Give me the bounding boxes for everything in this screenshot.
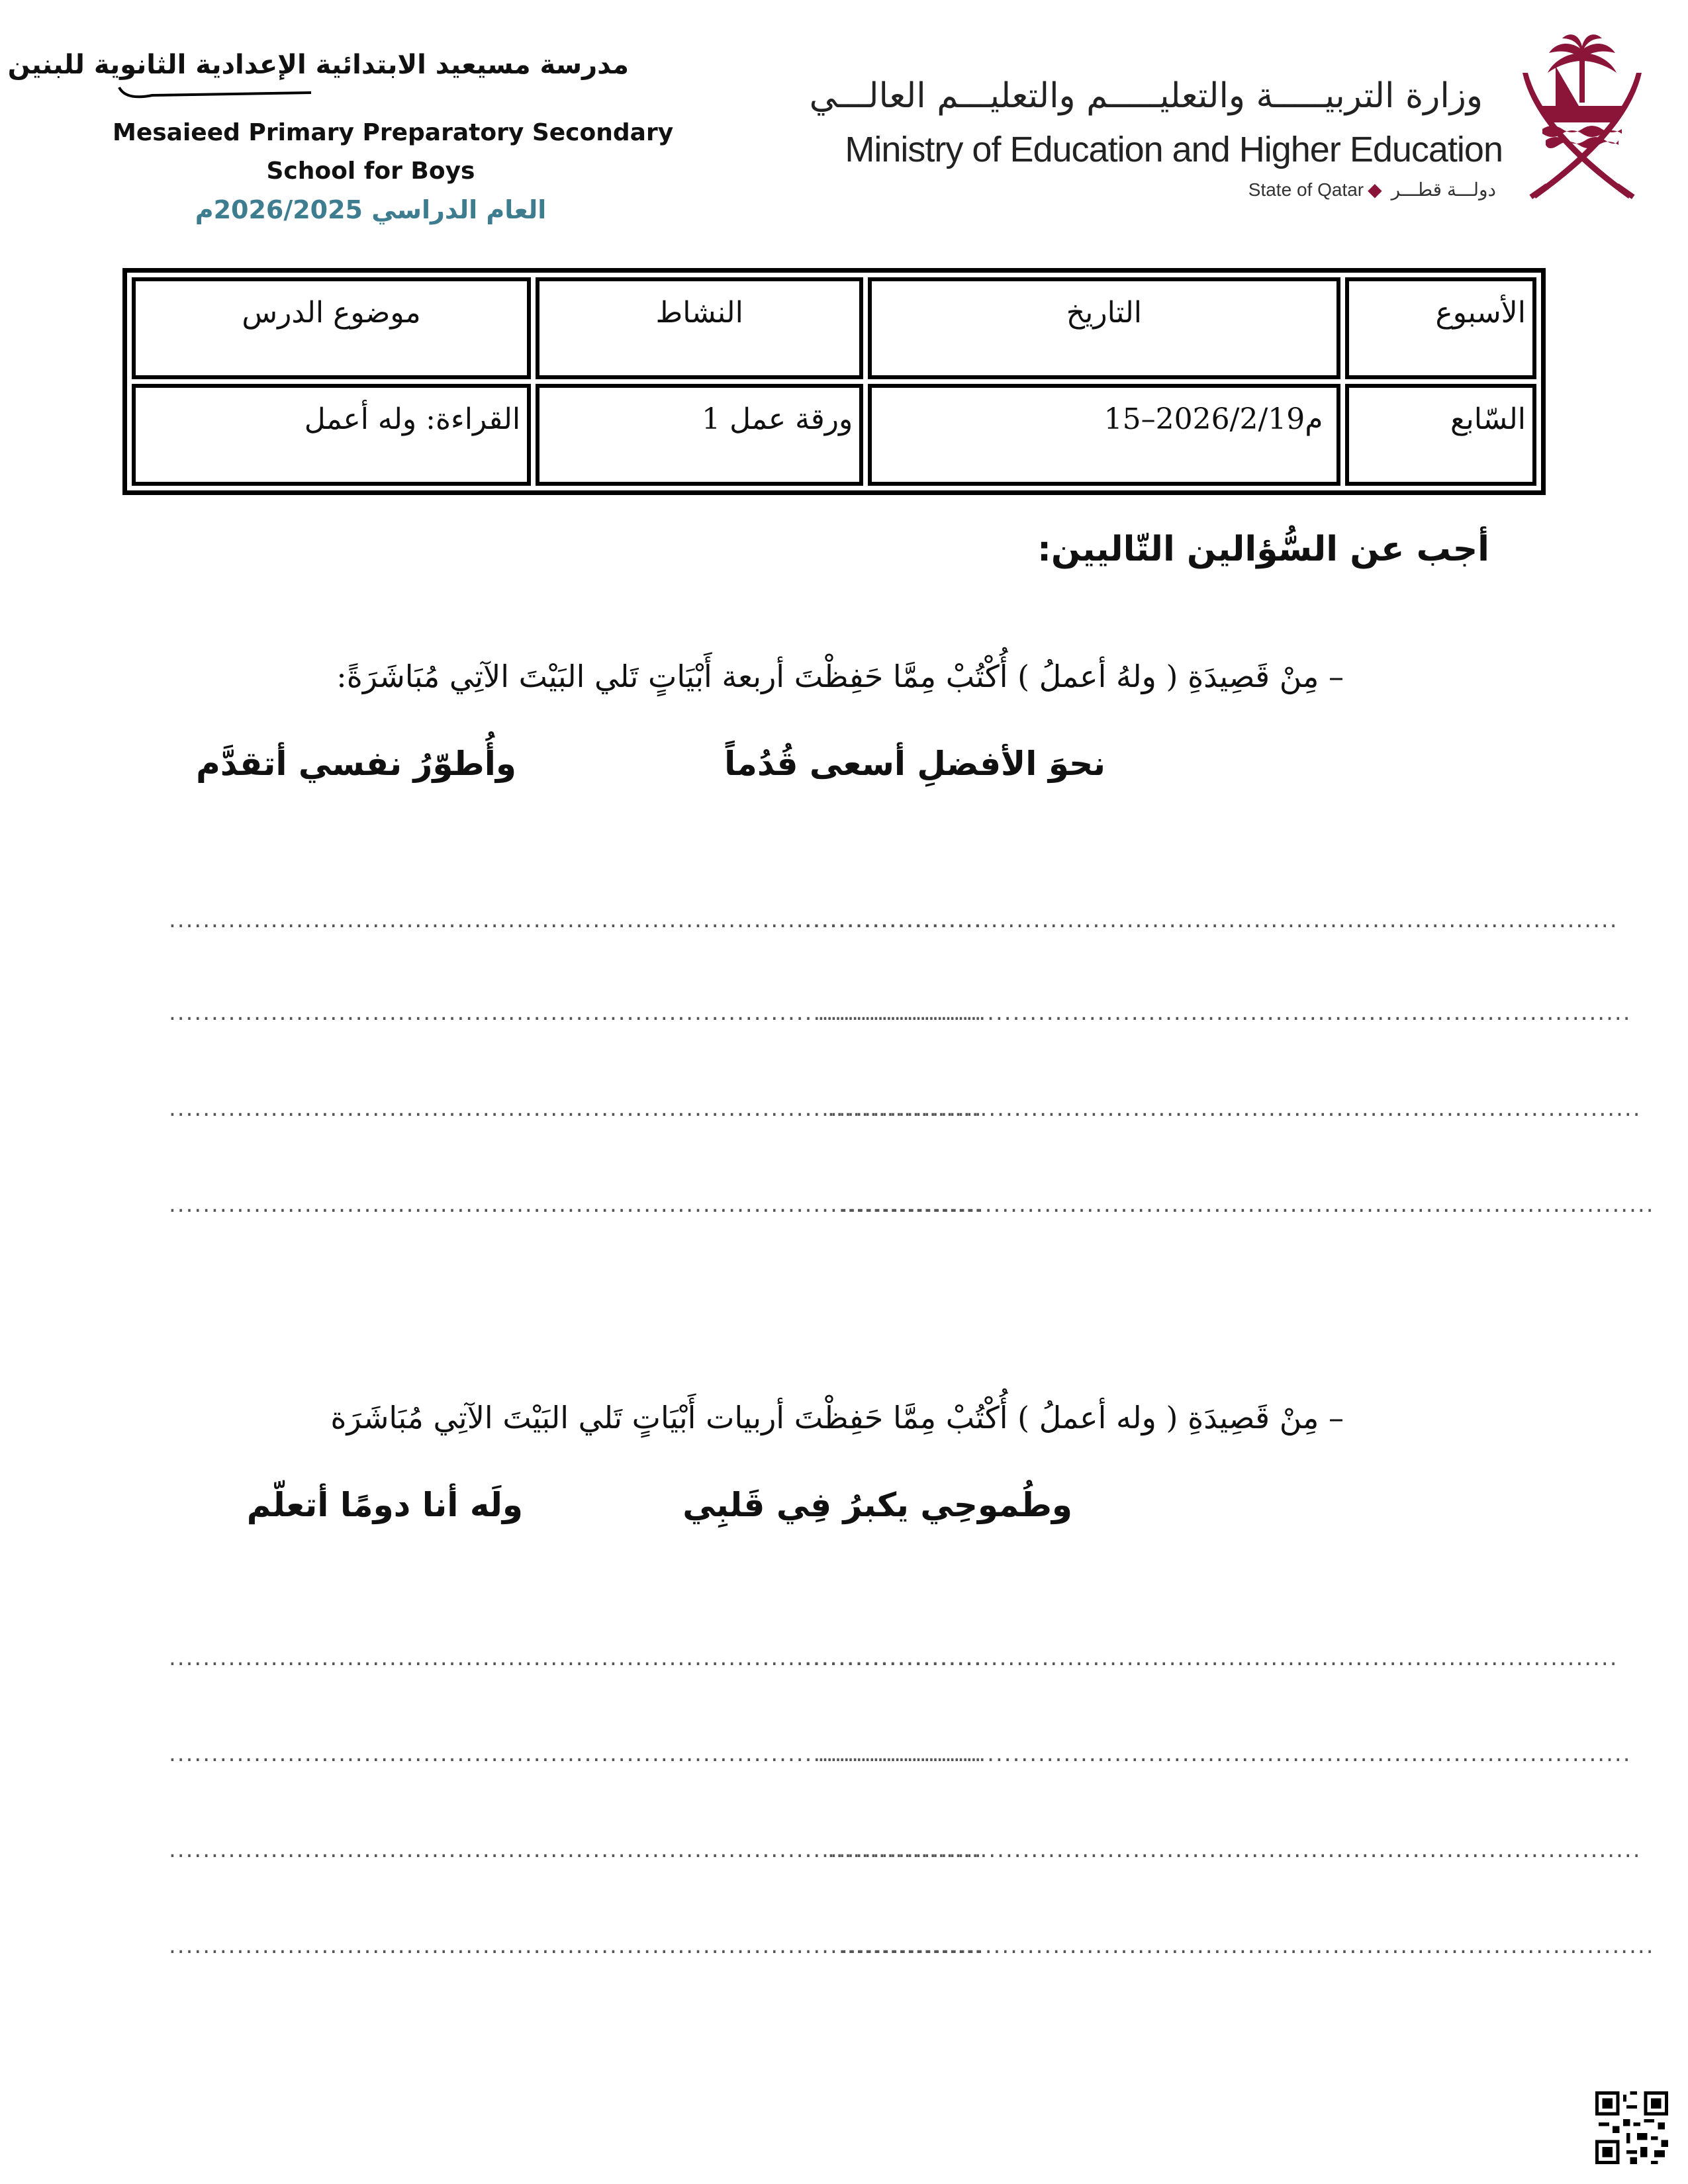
answer-line-q1-4-right[interactable]: ................................................................................................ <box>841 1191 1655 1218</box>
answer-line-q2-2-right[interactable]: ................................................................................................ <box>818 1741 1632 1767</box>
answer-line-q2-3-right[interactable]: ................................................................................................ <box>827 1837 1642 1863</box>
header-date: التاريخ <box>868 277 1340 379</box>
lesson-info-table <box>122 268 1546 495</box>
question-2-prompt: – مِنْ قَصِيدَةِ ( وله أعملُ ) أُكْتُبْ مِمَّا حَفِظْتَ أربيات أَبْيَاتٍ تَلي البَيْتَ الآتِي مُبَاشَرَة <box>330 1400 1344 1435</box>
answer-line-q1-3-left[interactable]: ................................................................................................ <box>169 1095 983 1122</box>
state-label <box>1248 179 1496 201</box>
question-1-verse-first-half: نحوَ الأفضلِ أسعى قُدُماً <box>724 745 1105 783</box>
answer-line-q1-1-left[interactable]: ................................................................................................ <box>169 907 983 933</box>
ministry-name-english: Ministry of Education and Higher Education <box>845 130 1503 169</box>
question-1-prompt: – مِنْ قَصِيدَةِ ( ولهُ أعملُ ) أُكْتُبْ مِمَّا حَفِظْتَ أربعة أَبْيَاتٍ تَلي البَيْتَ الآتِي مُبَاشَرَةً: <box>336 659 1344 694</box>
ministry-name-arabic: وزارة التربيـــــة والتعليـــــم والتعليـــم العالـــي <box>809 76 1483 116</box>
answer-line-q2-3-left[interactable]: ................................................................................................ <box>169 1837 983 1863</box>
value-date <box>868 384 1340 486</box>
header-week: الأسبوع <box>1345 277 1536 379</box>
date-range: 15–2026/2/19م <box>1103 402 1323 436</box>
academic-year: العام الدراسي 2026/2025م <box>195 195 547 224</box>
instruction-heading: أجب عن السُّؤالين التّاليين: <box>1037 529 1489 569</box>
answer-line-q2-1-left[interactable]: ................................................................................................ <box>169 1645 983 1671</box>
question-2-verse-second-half: ولَه أنا دومًا أتعلّم <box>246 1486 523 1524</box>
header-topic: موضوع الدرس <box>132 277 531 379</box>
answer-line-q1-2-left[interactable]: ................................................................................................ <box>169 999 983 1026</box>
answer-line-q1-2-right[interactable]: ................................................................................................ <box>818 999 1632 1026</box>
value-activity: ورقة عمل 1 <box>536 384 863 486</box>
table-header-row <box>132 277 1536 379</box>
qatar-emblem-icon <box>1516 33 1648 212</box>
answer-line-q2-4-left[interactable]: ................................................................................................ <box>169 1933 983 1959</box>
answer-line-q1-3-right[interactable]: ................................................................................................ <box>827 1095 1642 1122</box>
school-name-english-line1: Mesaieed Primary Preparatory Secondary <box>113 119 674 146</box>
value-topic: القراءة: وله أعمل <box>132 384 531 486</box>
answer-line-q2-1-right[interactable]: ................................................................................................ <box>804 1645 1618 1671</box>
value-week: السّابع <box>1345 384 1536 486</box>
school-name-underline <box>113 74 629 101</box>
answer-line-q2-2-left[interactable]: ................................................................................................ <box>169 1741 983 1767</box>
school-name-english-line2: School for Boys <box>266 158 475 185</box>
answer-line-q1-1-right[interactable]: ................................................................................................ <box>804 907 1618 933</box>
qr-code-icon <box>1595 2091 1668 2164</box>
answer-line-q2-4-right[interactable]: ................................................................................................ <box>841 1933 1655 1959</box>
state-name-arabic: دولـــة قطـــر <box>1391 179 1496 200</box>
question-1-verse-second-half: وأُطوّرُ نفسي أتقدَّم <box>196 745 516 783</box>
answer-line-q1-4-left[interactable]: ................................................................................................ <box>169 1191 983 1218</box>
table-row <box>132 384 1536 486</box>
state-name-english: State of Qatar <box>1248 179 1364 200</box>
header-activity: النشاط <box>536 277 863 379</box>
question-2-verse-first-half: وطُموحِي يكبرُ فِي قَلبِي <box>682 1486 1072 1524</box>
separator-dot-icon: ◆ <box>1368 179 1382 200</box>
school-name-arabic: مدرسة مسيعيد الابتدائية الإعدادية الثانوية للبنين <box>7 50 629 80</box>
